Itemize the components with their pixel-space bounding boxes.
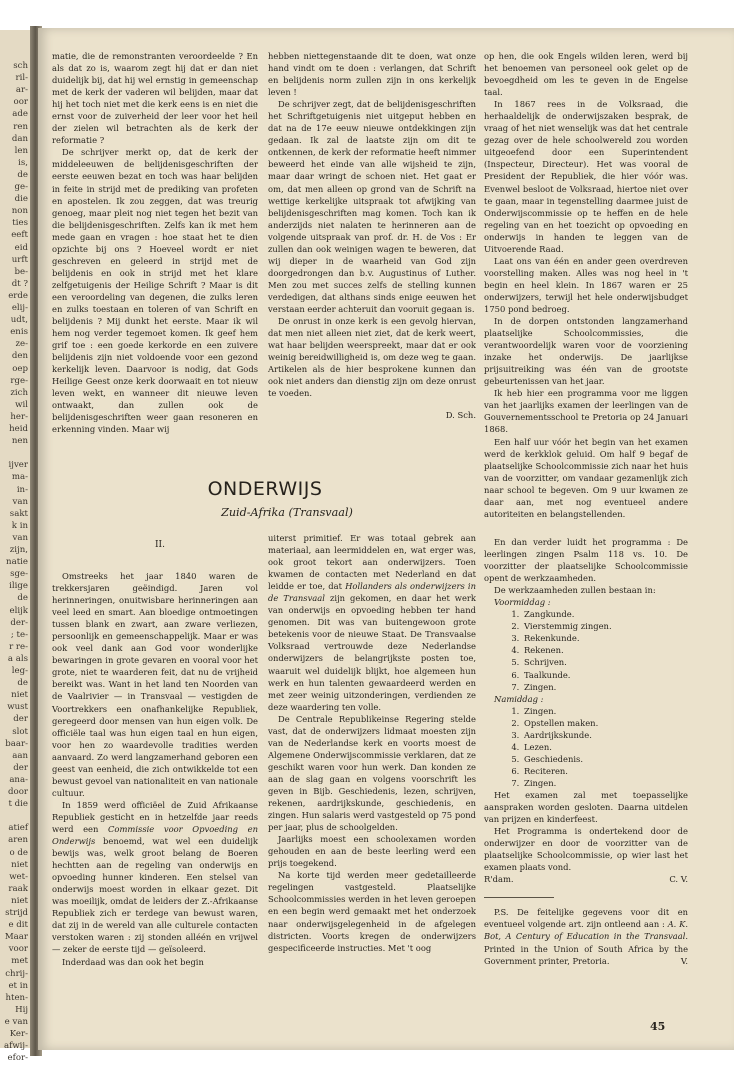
left-page-fragment: baar- [5, 738, 28, 749]
left-page-fragment: der [13, 714, 28, 725]
left-page-fragment: de [17, 678, 28, 689]
left-page-fragment: raak [8, 883, 28, 894]
programme-item: 2. Opstellen maken. [522, 717, 688, 729]
paragraph: Het examen zal met toepasselijke aanspraken worden gesloten. Daarna uitdelen van prijzen en kinderfeest. [484, 789, 688, 825]
programme-item: 4. Rekenen. [522, 644, 688, 656]
left-page-fragment: e dit [8, 920, 28, 931]
left-page-fragment: natie [6, 557, 28, 568]
programme-item: 6. Taalkunde. [522, 669, 688, 681]
paragraph: hebben niettegenstaande dit te doen, wat onze hand vindt om te doen : verlangen, dat Schrift en belijdenis norm zullen zijn in ons kerkelijk leven ! [268, 51, 476, 98]
signature-line [484, 873, 688, 885]
left-page-fragment: o de [9, 847, 28, 858]
left-page-fragment: elijk [9, 605, 28, 616]
programme-morning-list [508, 608, 688, 692]
left-page-fragment: dt ? [11, 278, 28, 289]
left-page-fragment: de [17, 593, 28, 604]
programme-item: 1. Zingen. [522, 705, 688, 717]
paragraph: In 1867 rees in de Volksraad, die herhaaldelijk de onderwijszaken besprak, de vraag of het niet wenselijk was dat het centrale gezag over de hele schoolwereld zou worden uitgeoefend door een Superintendent (Inspecteur, Directeur). Het was vooral de President der Republiek, die hier vóór was. Evenwel besloot de Volksraad, hiertoe niet over te gaan, maar in tegenstelling daarmee juist de Onderwijscommissie op te heffen en de hele regeling van en het toezicht op opvoeding en onderwijs in handen te leggen van de Uitvoerende Raad. [484, 99, 688, 254]
left-page-fragment: eid [14, 242, 28, 253]
section-title: ONDERWIJS [207, 478, 323, 500]
left-page-fragment: ; te- [10, 629, 28, 640]
left-page-fragment: wil [15, 399, 28, 410]
left-page-fragment: enis [10, 327, 28, 338]
signature: D. Sch. [445, 410, 476, 421]
left-page-fragment: et in [8, 980, 28, 991]
programme-item: 7. Zingen. [522, 681, 688, 693]
paragraph: De schrijver merkt op, dat de kerk der middeleeuwen de belijdenisgeschriften der eerste eeuwen bezat en toch was haar belijden in feite in strijd met de prediking van profeten en apostelen. Ik zou zeggen, dat was treurig genoeg, maar pleit nog niet tegen het bezit van die belijdenisgeschriften. Zelfs kan ik met hem mede gaan en vragen : hoe staat het te dien opzichte bij ons ? Hoeveel wordt er niet geschreven en geleerd in strijd met de belijdenis en ook in strijd met het klare zelfgetuigenis der Heilige Schrift ? Maar is dit een veroordeling van degenen, die zulks leren en zulks toestaan en toleren of van Schrift en belijdenis ? Mij dunkt het eerste. Maar ik wil hem nog verder tegemoet komen. Ik geef hem grif toe : een goede kerkorde en een zuivere belijdenis zijn niet voldoende voor een gezond kerkelijk leven. Daarvoor is nodig, dat Gods Heilige Geest onze kerk doorwaait en tot nieuw leven wekt, en wanneer dit nieuwe leven ontwaakt, dan zullen ook de belijdenisgeschriften weer gaan resoneren en erkenning vinden. Maar wij [52, 147, 258, 435]
left-page-fragment: her- [10, 411, 28, 422]
programme-item: 2. Vierstemmig zingen. [522, 620, 688, 632]
signature: C. V. [669, 874, 688, 885]
page-number: 45 [650, 1020, 666, 1033]
left-page-edge [0, 30, 30, 1064]
left-page-fragment: Ker- [9, 1029, 28, 1039]
left-page-fragment: len [14, 145, 28, 156]
programme-morning-label: Voormiddag : [494, 597, 551, 608]
left-page-fragment: rge- [10, 375, 28, 386]
paragraph: De werkzaamheden zullen bestaan in: [494, 585, 656, 596]
programme-item: 6. Reciteren. [522, 765, 688, 777]
left-page-fragment: ade [12, 109, 28, 120]
left-page-fragment: aan [12, 750, 28, 761]
left-page-fragment: urft [11, 254, 28, 265]
left-page-fragment: k in [11, 520, 28, 531]
divider [484, 897, 554, 898]
left-page-fragment: der- [10, 617, 28, 628]
left-page-fragment: voor [8, 944, 28, 955]
text-run: Printed in the Union of South Africa by the Government printer, Pretoria. [484, 943, 688, 966]
left-page-fragment: t die [8, 799, 28, 810]
text-run: In 1859 werd officiëel de Zuid Afrikaanse Republiek gesticht en in hetzelfde jaar reeds werd een [52, 799, 258, 834]
left-page-fragment: efor- [7, 1053, 28, 1064]
left-page-fragment: ril- [15, 73, 28, 84]
left-page-fragment: sakt [9, 508, 28, 519]
left-page-fragment: strijd [5, 908, 28, 918]
left-page-fragment: Hij [15, 1004, 28, 1015]
left-page-fragment: erde [8, 290, 28, 301]
programme-item: 7. Zingen. [522, 777, 688, 789]
left-page-fragment: dan [11, 133, 28, 144]
left-page-fragment: nen [11, 436, 28, 447]
left-page-fragment: hten- [5, 992, 28, 1003]
left-page-fragment: niet [11, 859, 28, 870]
text-run-italic: Commissie voor Opvoeding en Onderwijs [52, 823, 258, 847]
text-run-italic: Hollanders als onderwijzers in de Transvaal [268, 581, 477, 604]
left-page-fragment: eeft [11, 230, 28, 241]
paragraph [268, 532, 476, 713]
left-page-fragment: de [17, 169, 28, 180]
left-page-fragment: met [11, 956, 28, 967]
left-page-fragment: zich [10, 387, 28, 398]
left-page-fragment: ge- [14, 182, 28, 192]
left-page-fragment: Maar [4, 932, 28, 943]
paragraph: Ik heb hier een programma voor me liggen van het jaarlijks examen der leerlingen van de Gouvernementsschool te Pretoria op 24 Januari 1868. [484, 388, 688, 435]
left-page-fragment: ana- [9, 774, 28, 785]
left-page-fragment: sge- [10, 569, 28, 580]
left-page-fragment: heid [9, 424, 28, 434]
left-page-fragment: door [8, 787, 28, 797]
left-page-fragment: niet [11, 690, 28, 701]
paragraph: Het Programma is ondertekend door de onderwijzer en door de voorzitter van de plaatselijke Schoolcommissie, op wier last het examen plaats vond. [484, 826, 688, 873]
postscript [484, 906, 688, 966]
place: R'dam. [484, 874, 514, 885]
text-run-italic: A. K. Bot, A Century of Education in the Transvaal. [484, 919, 688, 942]
left-page-fragment: ze- [15, 339, 28, 350]
paragraph: Laat ons van één en ander geen overdreven voorstelling maken. Alles was nog heel in 't begin en heel klein. In 1867 waren er 25 onderwijzers, terwijl het hele onderwijsbudget 1750 pond bedroeg. [484, 255, 688, 314]
column-3-bottom [484, 536, 688, 990]
left-page-fragment: elij- [11, 303, 28, 313]
left-page-fragment: wust [7, 702, 28, 713]
left-page-fragment: afwij- [4, 1041, 28, 1052]
left-page-fragment: der [13, 762, 28, 773]
column-3-top [484, 50, 688, 528]
left-page-fragment: oep [12, 363, 28, 374]
left-page-fragment: sch [13, 61, 28, 71]
left-page-fragment: die [14, 194, 28, 205]
text-run: P.S. De feitelijke gegevens voor dit en eventueel volgende art. zijn ontleend aan : [484, 907, 688, 930]
left-page-fragment: leg- [11, 666, 28, 676]
programme-item: 5. Geschiedenis. [522, 753, 688, 765]
left-page-fragment: ties [12, 218, 28, 229]
left-page-fragment: ma- [11, 472, 28, 483]
left-page-fragment: ilige [9, 581, 28, 592]
left-page-fragment: ren [13, 121, 28, 132]
paragraph: Inderdaad was dan ook het begin [62, 956, 204, 967]
paragraph: En dan verder luidt het programma : De leerlingen zingen Psalm 118 vs. 10. De voorzitter der plaatselijke Schoolcommissie opent de werkzaamheden. [484, 537, 688, 584]
left-page-fragment: den [11, 351, 28, 362]
programme-afternoon-list [508, 705, 688, 789]
paragraph: Jaarlijks moest een schoolexamen worden gehouden en aan de beste leerling werd een prijs toegekend. [268, 834, 476, 869]
left-page-fragment: van [12, 532, 28, 543]
left-page-fragment: zijn, [9, 545, 28, 555]
column-2-bottom [268, 532, 476, 988]
section-subtitle: Zuid-Afrika (Transvaal) [221, 506, 353, 519]
left-page-fragment: r re- [9, 641, 28, 652]
part-number: II. [155, 540, 165, 550]
programme-item: 3. Rekenkunde. [522, 632, 688, 644]
programme-item: 1. Zangkunde. [522, 608, 688, 620]
left-page-fragment: atief [8, 823, 28, 834]
left-page-fragment: is, [18, 157, 28, 168]
left-page-fragment: a als [7, 653, 28, 664]
column-1-bottom [52, 570, 258, 988]
programme-item: 5. Schrijven. [522, 656, 688, 668]
left-page-fragment: udt, [10, 315, 28, 326]
left-page-fragment: chrij- [5, 968, 28, 979]
left-page-fragment: niet [11, 895, 28, 906]
paragraph: Een half uur vóór het begin van het examen werd de kerkklok geluid. Om half 9 begaf de plaatselijke Schoolcommissie zich naar het huis van de voorzitter, om vandaar gezamenlijk zich naar school te begeven. Om 9 uur kwamen ze daar aan, met nog eventueel andere autoriteiten en belangstellenden. [484, 436, 688, 519]
column-1-top [52, 50, 258, 466]
left-page-fragment: e van [4, 1016, 28, 1027]
paragraph [52, 799, 258, 956]
text-run: zijn gekomen, en daar het werk van onderwijs en opvoeding hebben ter hand genomen. Dit was van buitengewoon grote betekenis voor de nieuwe Staat. De Transvaalse Volksraad vertrouwde deze Nederlandse onderwijzers de belangrijkste posten toe, waaruit wel duidelijk blijkt, hoe algemeen hun werk en hun talenten gewaardeerd werden en met zeer weinig uitzonderingen, verdienden ze deze waardering ten volle. [268, 593, 477, 712]
left-page-fragment: non [11, 206, 28, 217]
left-page-fragment: aren [8, 835, 28, 846]
paragraph: In de dorpen ontstonden langzamerhand plaatselijke Schoolcommissies, die verantwoordelijk waren voor de voorziening inzake het onderwijs. De jaarlijkse prijsuitreiking was één van de grootste gebeurtenissen van het jaar. [484, 316, 688, 387]
signature: V. [680, 955, 688, 966]
text-run: uiterst primitief. Er was totaal gebrek aan materiaal, aan leermiddelen en, wat erger was, ook groot tekort aan onderwijzers. Toen kwamen de contacten met Nederland en dat leidde er toe, dat [268, 533, 476, 592]
column-2-top [268, 50, 476, 450]
left-page-fragment: in- [16, 484, 28, 495]
left-page-fragment: wet- [9, 871, 28, 882]
paragraph: Omstreeks het jaar 1840 waren de trekkersjaren geëindigd. Jaren vol herinneringen, onuitwisbare herinneringen aan veel leed en smart. Aan bloedige ontmoetingen tussen blank en zwart, aan zware verliezen, persoonlijk en gemeenschappelijk. Maar er was ook veel dank aan God voor wonderlijke bewaringen in grote gevaren en vooral voor het grote, niet te waarderen feit, dat nu de vrijheid bereikt was. Want in het land ten Noorden van de Vaalrivier — in Transvaal — vestigden de Voortrekkers een onafhankelijke Republiek, geregeerd door mensen van hun eigen volk. De officiële taal was hun eigen taal en hun eigen, voor hen zo waardevolle tradities werden aanvaard. Zo werd langzamerhand geboren een geest van eenheid, die zich ontwikkelde tot een bewust gevoel van nationaliteit en van nationale cultuur. [52, 571, 258, 798]
left-page-fragment: slot [12, 726, 28, 737]
paragraph: De Centrale Republikeinse Regering stelde vast, dat de onderwijzers lidmaat moesten zijn van de Nederlandse kerk en voorts moest de Algemene Onderwijscommissie verklaren, dat ze geschikt waren voor hun werk. Dan konden ze aan de slag gaan en volgens voorschrift les geven in Bijb. Geschiedenis, lezen, schrijven, rekenen, aardrijkskunde, geschiedenis, en zingen. Hun salaris werd vastgesteld op 75 pond per jaar, plus de schoolgelden. [268, 713, 476, 833]
left-page-fragment: ijver [8, 460, 28, 471]
left-page-fragment: van [12, 496, 28, 507]
paragraph: Na korte tijd werden meer gedetailleerde regelingen vastgesteld. Plaatselijke Schoolcommissies werden in het leven geroepen en een begin werd gemaakt met het onderzoek naar onderwijsgelegenheid in de afgelegen districten. Voorts kregen de onderwijzers gespecificeerde instructies. Met 't oog [268, 870, 476, 953]
programme-afternoon-label: Namiddag : [494, 693, 544, 704]
text-run: benoemd, wat wel een duidelijk bewijs was, welk groot belang de Boeren hechtten aan de regeling van onderwijs en opvoeding hunner kinderen. Een stelsel van onderwijs moest worden in elkaar gezet. Dit was moeilijk, omdat de leiders der Z.-Afrikaanse Republiek zich er terdege van bewust waren, dat zij in de wereld van alle culturele contacten verstoken waren : zij stonden alléén en vrijwel — zeker de eerste tijd — geïsoleerd. [52, 836, 258, 955]
paragraph: De onrust in onze kerk is een gevolg hiervan, dat men niet alleen niet ziet, dat de kerk weert, wat haar belijden weerspreekt, maar dat er ook weinig bereidwilligheid is, om deze weg te gaan. Artikelen als de hier besprokene kunnen dan ook niet anders dan dienstig zijn om deze onrust te voeden. [268, 316, 476, 399]
left-page-fragment: ar- [15, 85, 28, 96]
paragraph: op hen, die ook Engels wilden leren, werd bij het benoemen van personeel ook gelet op de bevoegdheid om les te geven in de Engelse taal. [484, 51, 688, 98]
left-page-fragment: be- [14, 266, 28, 277]
left-page-fragment: oor [13, 97, 28, 108]
programme-item: 3. Aardrijkskunde. [522, 729, 688, 741]
paragraph: matie, die de remonstranten veroordeelde ? En als dat zo is, waarom zegt hij dat er dan niet duidelijk bij, dat hij wel ernstig in gemeenschap met de kerk der vaderen wil belijden, maar dat hij het toch niet met die kerk eens is en niet die ernst voor de zuiverheid der leer voor het heil der zielen wil betrachten als de kerk der reformatie ? [52, 51, 258, 146]
paragraph: De schrijver zegt, dat de belijdenisgeschriften het Schriftgetuigenis niet uitgeput hebben en dat na de 17e eeuw nieuwe ontdekkingen zijn gedaan. Ik zal de laatste zijn om dit te ontkennen, de kerk der reformatie heeft nimmer beweerd het einde van alle wijsheid te zijn, maar daar wringt de schoen niet. Het gaat er om, dat men alleen op grond van de Schrift na wettige kerkelijke uitspraak tot afwijking van belijdenisgeschriften mag komen. Toch kan ik anderzijds niet nalaten te herinneren aan de volgende uitspraak van prof. dr. H. de Vos : Er zullen dan ook weinigen wagen te beweren, dat wij dieper in de waarheid van God zijn doorgedrongen dan b.v. Augustinus of Luther. Men zou met succes zelfs de stelling kunnen verdedigen, dat althans sinds enige eeuwen het verstaan eerder achteruit dan vooruit gegaan is. [268, 99, 476, 314]
programme-item: 4. Lezen. [522, 741, 688, 753]
